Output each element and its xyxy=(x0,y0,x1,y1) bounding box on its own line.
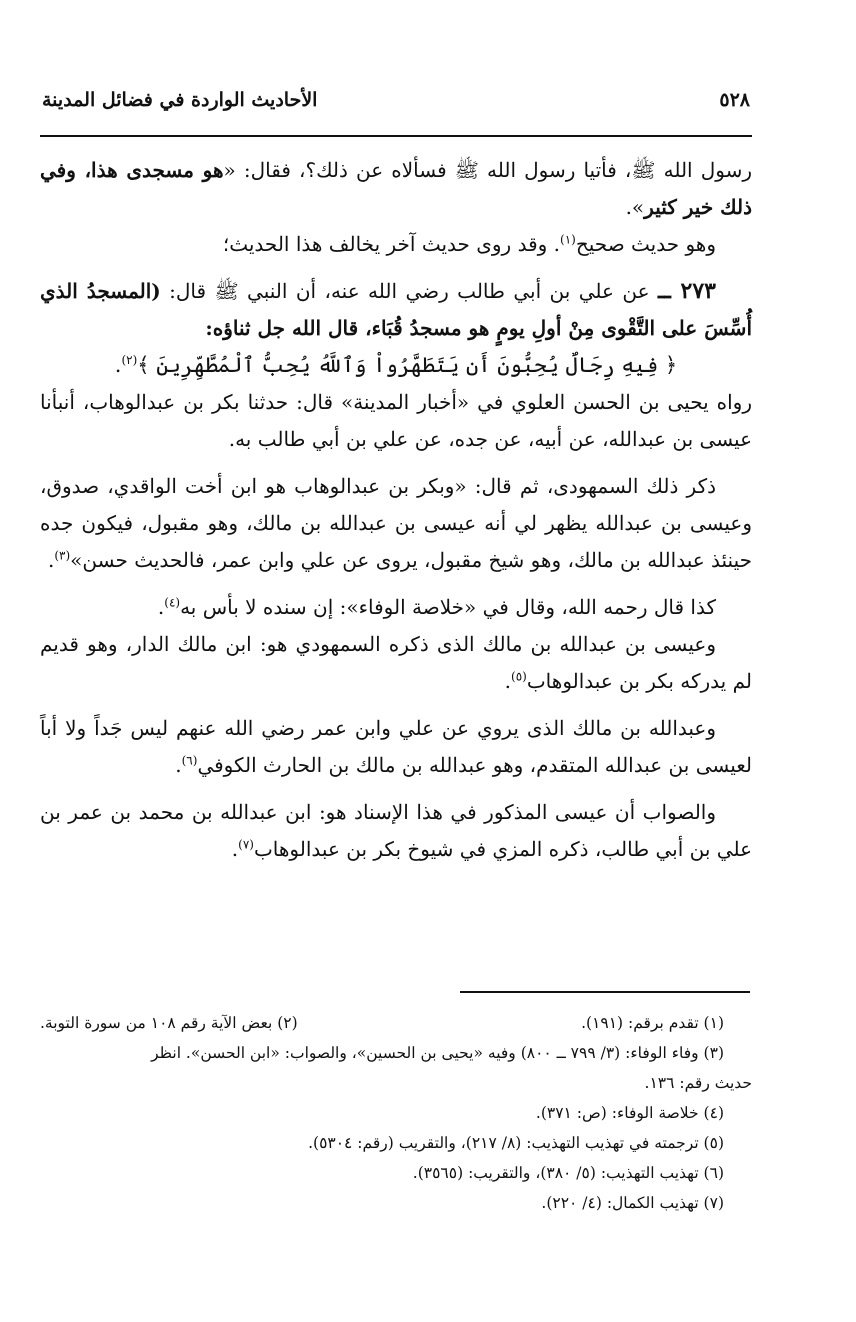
footnote-ref-2: (٢) xyxy=(121,353,138,367)
quran-verse: ﴿ فِيهِ رِجَالٌ يُحِبُّونَ أَن يَتَطَهَّرُواْ وَٱللَّهُ يُحِبُّ ٱلْمُطَّهِّرِينَ ﴾$^{(٢)}$. xyxy=(114,353,678,377)
footnote-3: (٣) وفاء الوفاء: (٣/ ٧٩٩ ــ ٨٠٠) وفيه «يحيى بن الحسين»، والصواب: «ابن الحسن». انظر xyxy=(151,1044,724,1062)
paragraph-grading: وهو حديث صحيح$^{(١)}$. وقد روى حديث آخر يخالف هذا الحديث؛ xyxy=(222,232,716,256)
footnote-7: (٧) تهذيب الكمال: (٤/ ٢٢٠). xyxy=(541,1194,724,1212)
footnote-ref-4: (٤) xyxy=(164,595,181,610)
footnote-ref-7: (٧) xyxy=(238,837,254,852)
hadith-matn: (المسجدُ الذي أُسِّسَ على التَّقْوى مِنْ أولِ يومٍ هو مسجدُ قُبَاء، قال الله جل ثناؤه: xyxy=(40,279,752,340)
footnote-2: (٢) بعض الآية رقم ١٠٨ من سورة التوبة. xyxy=(40,1014,298,1032)
footnote-ref-1: (١) xyxy=(560,232,576,247)
footnote-row-1-2 xyxy=(40,1008,752,1038)
paragraph-abdallah: وعبدالله بن مالك الذى يروي عن علي وابن عمر رضي الله عنهم ليس جَداً ولا أباً لعيسى بن عبدالله المتقدم، وهو عبدالله بن مالك بن الحارث الكوفي$^{(٦)}$. xyxy=(40,716,752,777)
footnote-3-continued: حديث رقم: ١٣٦. xyxy=(644,1074,752,1092)
footnote-4: (٤) خلاصة الوفاء: (ص: ٣٧١). xyxy=(535,1104,724,1122)
paragraph-sawab: والصواب أن عيسى المذكور في هذا الإسناد هو: ابن عبدالله بن محمد بن عمر بن علي بن أبي طالب، ذكره المزي في شيوخ بكر بن عبدالوهاب$^{(٧)}$. xyxy=(40,800,752,861)
running-title: الأحاديث الواردة في فضائل المدينة xyxy=(42,89,318,111)
footnote-ref-6: (٦) xyxy=(181,753,198,768)
footnote-rule xyxy=(460,991,750,993)
paragraph-continuation: رسول الله ﷺ، فأتيا رسول الله ﷺ فسألاه عن ذلك؟، فقال: «هو مسجدى هذا، وفي ذلك خير كثير». xyxy=(40,158,752,219)
footnote-ref-5: (٥) xyxy=(511,669,527,684)
footnote-6: (٦) تهذيب التهذيب: (٥/ ٣٨٠)، والتقريب: (٣٥٦٥). xyxy=(412,1164,724,1182)
paragraph-isa: وعيسى بن عبدالله بن مالك الذى ذكره السمهودي هو: ابن مالك الدار، وهو قديم لم يدركه بكر بن عبدالوهاب$^{(٥)}$. xyxy=(40,632,752,693)
hadith-273: ٢٧٣ ــ عن علي بن أبي طالب رضي الله عنه، أن النبي ﷺ قال: (المسجدُ الذي أُسِّسَ على التَّقْوى مِنْ أولِ يومٍ هو مسجدُ قُبَاء، قال الله جل ثناؤه: xyxy=(40,278,752,340)
paragraph-narration: رواه يحيى بن الحسن العلوي في «أخبار المدينة» قال: حدثنا بكر بن عبدالوهاب، أنبأنا عيسى بن عبدالله، عن أبيه، عن جده، عن علي بن أبي طالب به. xyxy=(40,390,752,451)
hadith-number: ٢٧٣ ــ xyxy=(657,278,716,304)
running-header xyxy=(42,80,750,120)
page-number: ٥٢٨ xyxy=(719,89,750,111)
hadith-quote: هو مسجدى هذا، وفي ذلك خير كثير xyxy=(40,158,752,219)
footnotes xyxy=(40,1008,752,1218)
footnote-1: (١) تقدم برقم: (١٩١). xyxy=(581,1014,724,1032)
footnote-5: (٥) ترجمته في تهذيب التهذيب: (٨/ ٢١٧)، والتقريب (رقم: ٥٣٠٤). xyxy=(308,1134,724,1152)
main-text xyxy=(40,152,752,868)
footnote-ref-3: (٣) xyxy=(54,548,71,563)
header-rule xyxy=(40,135,752,137)
paragraph-khulasa: كذا قال رحمه الله، وقال في «خلاصة الوفاء»: إن سنده لا بأس به$^{(٤)}$. xyxy=(157,595,716,619)
paragraph-samhudi: ذكر ذلك السمهودى، ثم قال: «وبكر بن عبدالوهاب هو ابن أخت الواقدي، صدوق، وعيسى بن عبدالله يظهر لي أنه عيسى بن عبدالله بن مالك، وهو مقبول، فيكون جده حينئذ عبدالله بن مالك، وهو شيخ مقبول، يروى عن علي وابن عمر، فالحديث حسن»$^{(٣)}$. xyxy=(40,474,752,572)
